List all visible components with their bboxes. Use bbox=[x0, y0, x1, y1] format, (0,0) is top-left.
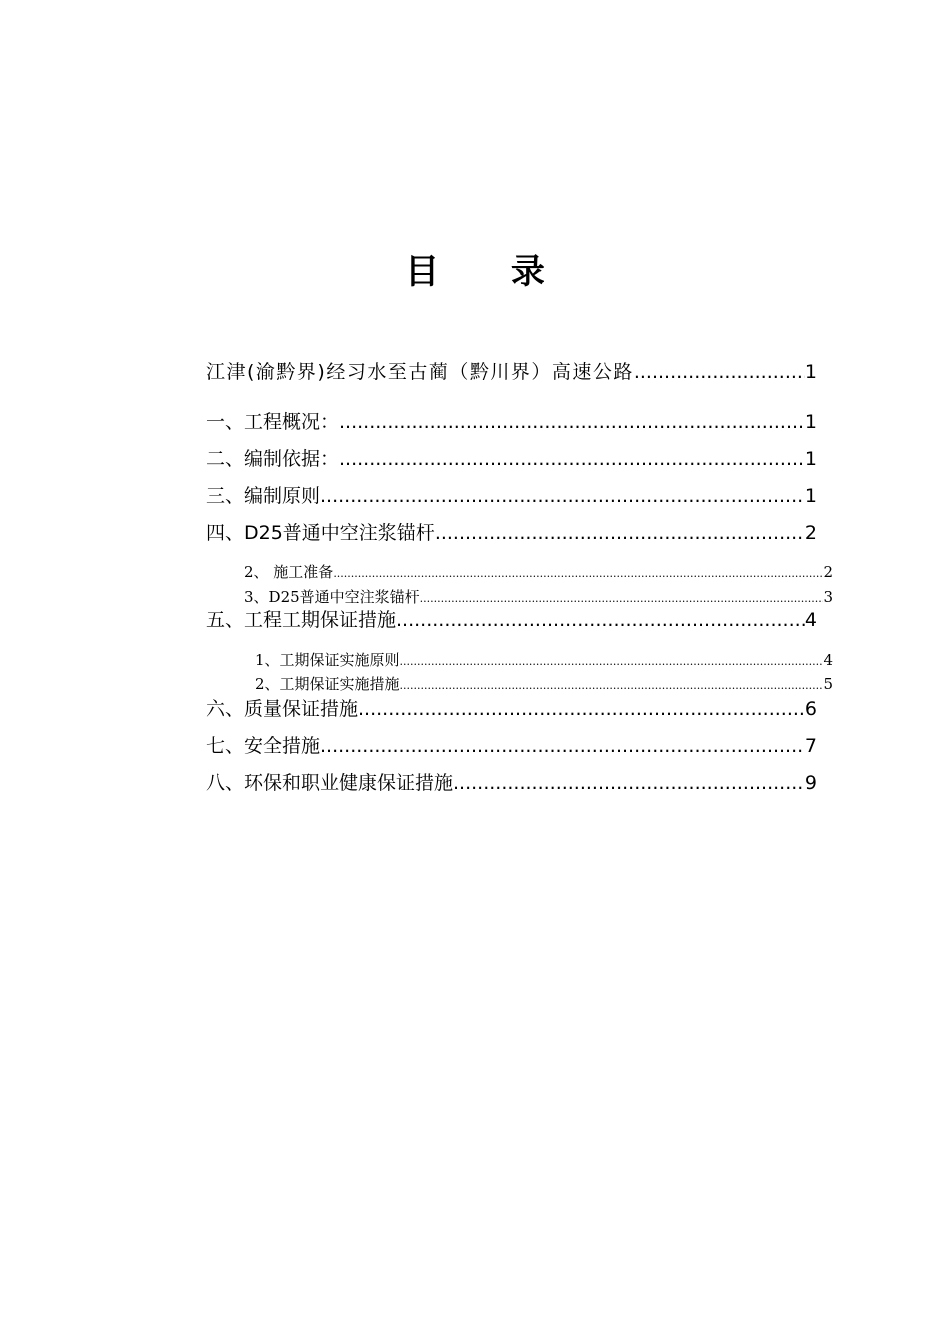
toc-leader-dots bbox=[320, 484, 805, 508]
toc-page-number: 1 bbox=[804, 448, 817, 470]
toc-entry-schedule[interactable] bbox=[206, 608, 817, 632]
toc-entry-label: 1、工期保证实施原则 bbox=[255, 651, 400, 669]
toc-page-number: 1 bbox=[804, 361, 817, 383]
toc-leader-dots bbox=[400, 676, 824, 696]
toc-page-number: 6 bbox=[804, 698, 817, 720]
toc-entry-safety[interactable] bbox=[206, 734, 817, 758]
toc-entry-project[interactable] bbox=[206, 360, 817, 384]
toc-entry-label: 2、工期保证实施措施 bbox=[255, 675, 400, 693]
toc-entry-schedule-measures[interactable] bbox=[255, 674, 833, 696]
toc-page-number: 4 bbox=[804, 609, 817, 631]
toc-entry-basis[interactable] bbox=[206, 447, 817, 471]
toc-leader-dots bbox=[358, 697, 805, 721]
toc-page-number: 9 bbox=[804, 772, 817, 794]
toc-leader-dots bbox=[396, 608, 805, 632]
toc-entry-label: 八、环保和职业健康保证措施 bbox=[206, 772, 454, 794]
toc-entry-overview[interactable] bbox=[206, 410, 817, 434]
toc-leader-dots bbox=[333, 564, 823, 584]
toc-page-number: 7 bbox=[804, 735, 817, 757]
toc-entry-label: 五、工程工期保证措施 bbox=[206, 609, 397, 631]
toc-entry-label: 七、安全措施 bbox=[206, 735, 321, 757]
toc-leader-dots bbox=[339, 447, 805, 471]
toc-entry-label: 3、D25普通中空注浆锚杆 bbox=[244, 588, 420, 606]
toc-leader-dots bbox=[453, 771, 805, 795]
toc-page-number: 1 bbox=[804, 485, 817, 507]
toc-leader-dots bbox=[400, 652, 824, 672]
page-title: 目 录 bbox=[405, 252, 575, 292]
toc-entry-quality[interactable] bbox=[206, 697, 817, 721]
toc-page-number: 3 bbox=[823, 588, 833, 606]
toc-leader-dots bbox=[339, 410, 805, 434]
toc-entry-anchor-bolt[interactable] bbox=[206, 521, 817, 545]
toc-page-number: 2 bbox=[804, 522, 817, 544]
toc-page-number: 2 bbox=[823, 563, 833, 581]
toc-entry-label: 二、编制依据： bbox=[206, 448, 340, 470]
toc-leader-dots bbox=[634, 360, 805, 384]
toc-entry-label: 江津(渝黔界)经习水至古蔺（黔川界）高速公路 bbox=[206, 361, 634, 383]
toc-page-number: 1 bbox=[804, 411, 817, 433]
toc-entry-preparation[interactable] bbox=[244, 562, 833, 584]
toc-entry-label: 四、D25普通中空注浆锚杆 bbox=[206, 522, 435, 544]
toc-entry-principles[interactable] bbox=[206, 484, 817, 508]
toc-entry-label: 六、质量保证措施 bbox=[206, 698, 359, 720]
toc-leader-dots bbox=[420, 589, 824, 609]
toc-entry-label: 2、 施工准备 bbox=[244, 563, 334, 581]
toc-page-number: 5 bbox=[823, 675, 833, 693]
toc-page-number: 4 bbox=[823, 651, 833, 669]
toc-entry-label: 一、工程概况： bbox=[206, 411, 340, 433]
toc-entry-label: 三、编制原则 bbox=[206, 485, 321, 507]
toc-entry-environment[interactable] bbox=[206, 771, 817, 795]
toc-leader-dots bbox=[320, 734, 805, 758]
toc-entry-anchor-bolt-sub[interactable] bbox=[244, 587, 833, 609]
toc-leader-dots bbox=[435, 521, 805, 545]
toc-entry-schedule-principles[interactable] bbox=[255, 650, 833, 672]
